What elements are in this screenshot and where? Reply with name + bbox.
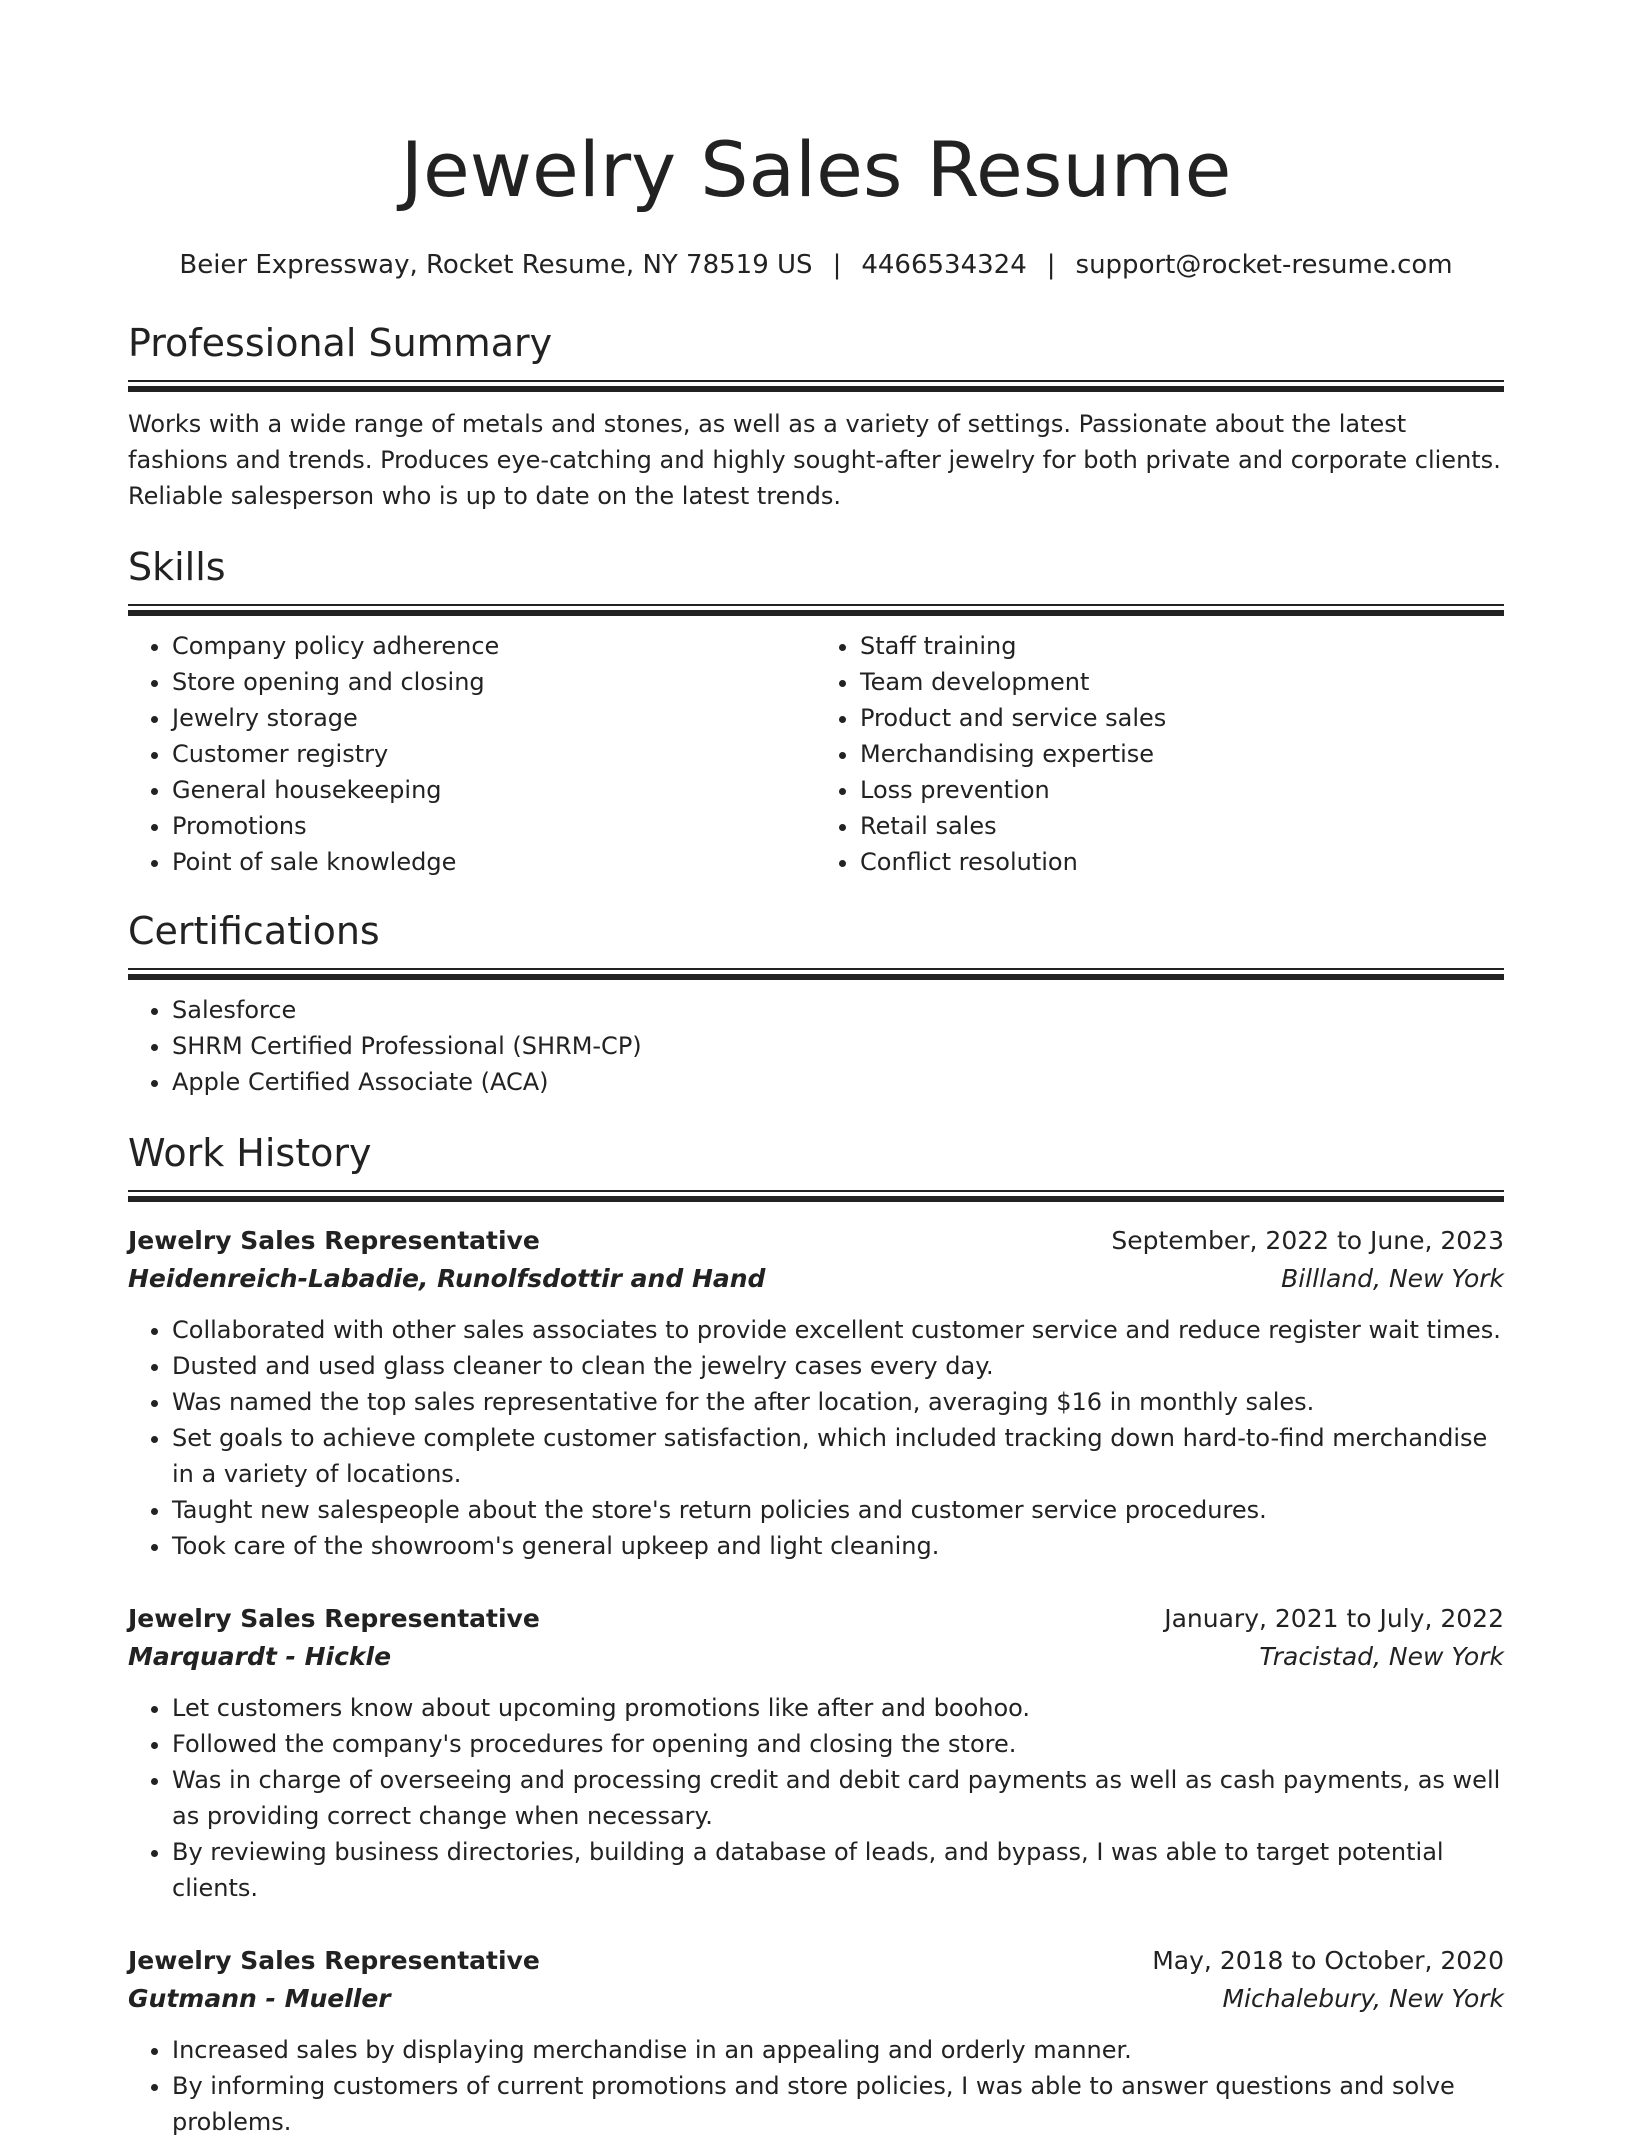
- skill-item: • Customer registry: [172, 736, 816, 772]
- skill-item: • Promotions: [172, 808, 816, 844]
- contact-separator: |: [1046, 250, 1056, 280]
- certifications-heading: Certifications: [128, 909, 380, 953]
- job-company-row: [128, 1638, 1504, 1676]
- skill-item: • Company policy adherence: [172, 628, 816, 664]
- skill-item: • Staff training: [860, 628, 1504, 664]
- skill-item: • Jewelry storage: [172, 700, 816, 736]
- certification-item: • Apple Certified Associate (ACA): [172, 1064, 1504, 1100]
- skills-column-right: [816, 628, 1504, 880]
- job-bullet: • Collaborated with other sales associates to provide excellent customer service and reduce register wait times.: [172, 1312, 1504, 1348]
- job-header-row: [128, 1600, 1504, 1638]
- summary-heading: Professional Summary: [128, 321, 553, 365]
- job-title: Jewelry Sales Representative: [128, 1946, 540, 1975]
- job-dates: September, 2022 to June, 2023: [1111, 1226, 1504, 1255]
- certifications-list: [128, 992, 1504, 1100]
- job-bullet: • By reviewing business directories, building a database of leads, and bypass, I was able to target potential clients.: [172, 1834, 1504, 1906]
- job-location: Michalebury, New York: [1222, 1984, 1504, 2013]
- skill-item: • Point of sale knowledge: [172, 844, 816, 880]
- section-divider: [128, 968, 1504, 980]
- job-bullet: • Dusted and used glass cleaner to clean the jewelry cases every day.: [172, 1348, 1504, 1384]
- job-bullet: • Took care of the showroom's general upkeep and light cleaning.: [172, 1528, 1504, 1564]
- skills-column-left: [128, 628, 816, 880]
- job-bullet: • Taught new salespeople about the store's return policies and customer service procedures.: [172, 1492, 1504, 1528]
- section-divider: [128, 380, 1504, 392]
- skill-item: • Retail sales: [860, 808, 1504, 844]
- skills-heading: Skills: [128, 545, 226, 589]
- work-section-header: [128, 1130, 1504, 1202]
- certification-item: • SHRM Certified Professional (SHRM-CP): [172, 1028, 1504, 1064]
- job-title: Jewelry Sales Representative: [128, 1604, 540, 1633]
- job-company-row: [128, 1980, 1504, 2018]
- contact-phone: 4466534324: [861, 250, 1027, 280]
- job-bullet: • Followed the company's procedures for opening and closing the store.: [172, 1726, 1504, 1762]
- job-title: Jewelry Sales Representative: [128, 1226, 540, 1255]
- job-company: Heidenreich-Labadie, Runolfsdottir and Hand: [128, 1264, 766, 1293]
- skill-item: • Loss prevention: [860, 772, 1504, 808]
- skill-item: • Team development: [860, 664, 1504, 700]
- job-bullet: • Set goals to achieve complete customer satisfaction, which included tracking down hard-to-find merchandise in a variety of locations.: [172, 1420, 1504, 1492]
- job-bullets: [128, 2032, 1504, 2140]
- job-header-row: [128, 1222, 1504, 1260]
- job-company: Gutmann - Mueller: [128, 1984, 391, 2013]
- skills-section-header: [128, 544, 1504, 616]
- contact-address: Beier Expressway, Rocket Resume, NY 78519 US: [179, 250, 813, 280]
- job-company: Marquardt - Hickle: [128, 1642, 392, 1671]
- skill-item: • General housekeeping: [172, 772, 816, 808]
- contact-line: [128, 248, 1504, 282]
- section-divider: [128, 604, 1504, 616]
- summary-section-header: [128, 320, 1504, 392]
- summary-text: Works with a wide range of metals and stones, as well as a variety of settings. Passionate about the latest fashions and trends. Produces eye-catching and highly sought-after jewelry for both private and corporate clients. Reliable salesperson who is up to date on the latest trends.: [128, 410, 1501, 510]
- skills-list: [128, 628, 1504, 880]
- job-entry: [128, 1222, 1504, 1564]
- skill-item: • Store opening and closing: [172, 664, 816, 700]
- skill-item: • Conflict resolution: [860, 844, 1504, 880]
- section-divider: [128, 1190, 1504, 1202]
- job-company-row: [128, 1260, 1504, 1298]
- job-location: Billland, New York: [1281, 1264, 1504, 1293]
- certification-item: • Salesforce: [172, 992, 1504, 1028]
- resume-title: Jewelry Sales Resume: [400, 125, 1232, 214]
- job-header-row: [128, 1942, 1504, 1980]
- job-location: Tracistad, New York: [1259, 1642, 1504, 1671]
- job-dates: January, 2021 to July, 2022: [1164, 1604, 1504, 1633]
- job-bullet: • By informing customers of current promotions and store policies, I was able to answer questions and solve problems.: [172, 2068, 1504, 2140]
- certifications-section-header: [128, 908, 1504, 980]
- job-bullet: • Increased sales by displaying merchandise in an appealing and orderly manner.: [172, 2032, 1504, 2068]
- skill-item: • Merchandising expertise: [860, 736, 1504, 772]
- job-bullet: • Was in charge of overseeing and processing credit and debit card payments as well as cash payments, as well as providing correct change when necessary.: [172, 1762, 1504, 1834]
- job-bullet: • Was named the top sales representative for the after location, averaging $16 in monthly sales.: [172, 1384, 1504, 1420]
- job-bullet: • Let customers know about upcoming promotions like after and boohoo.: [172, 1690, 1504, 1726]
- job-bullets: [128, 1690, 1504, 1906]
- job-bullets: [128, 1312, 1504, 1564]
- skill-item: • Product and service sales: [860, 700, 1504, 736]
- contact-email: support@rocket-resume.com: [1075, 250, 1453, 280]
- work-heading: Work History: [128, 1131, 372, 1175]
- job-entry: [128, 1600, 1504, 1906]
- job-entry: [128, 1942, 1504, 2140]
- contact-separator: |: [832, 250, 842, 280]
- job-dates: May, 2018 to October, 2020: [1152, 1946, 1504, 1975]
